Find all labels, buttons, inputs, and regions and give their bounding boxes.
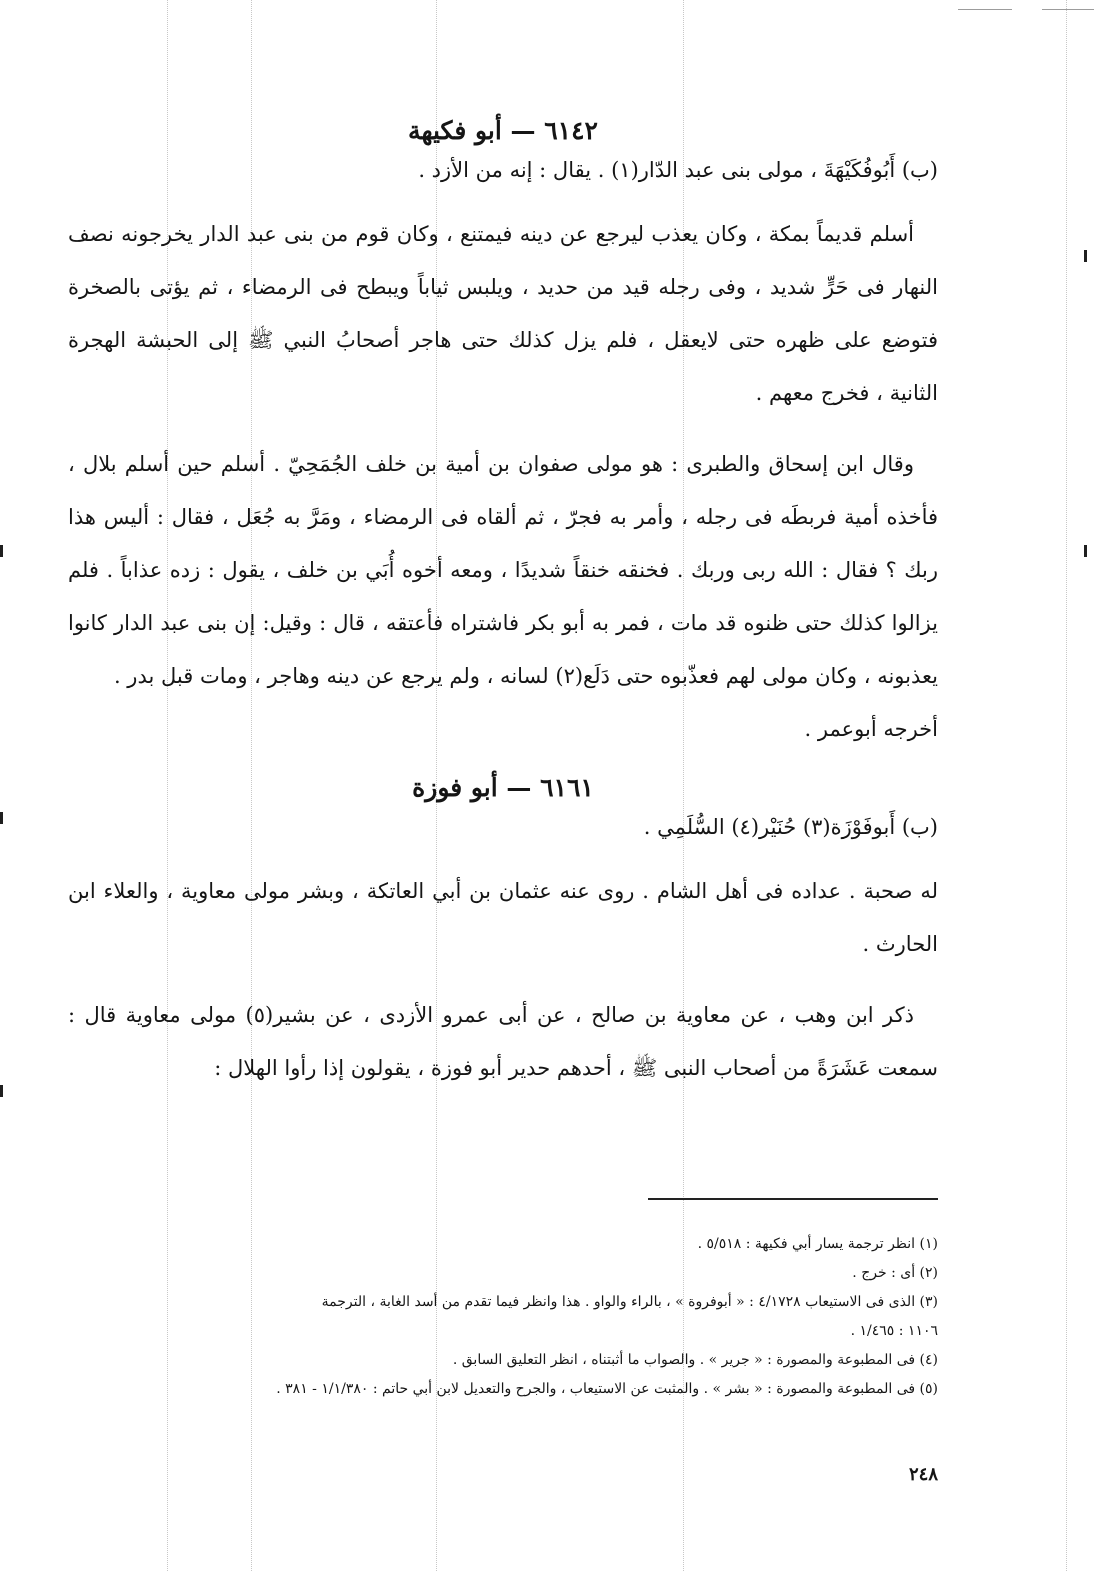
footnote: ١١٠٦ : ١/٤٦٥ . bbox=[850, 1323, 938, 1339]
scan-edge-line bbox=[1042, 9, 1094, 10]
entry-paragraph: وقال ابن إسحاق والطبرى : هو مولى صفوان بن أمية بن خلف الجُمَحِيّ . أسلم حين أسلم بلال ، فأخذه أمية فربطَه فى رجله ، وأمر به فجرّ ، ثم ألقاه فى الرمضاء ، ومَرَّ به جُعَل ، فقال : أليس هذا ربك ؟ فقال : الله ربى وربك . فخنقه خنقاً شديدًا ، ومعه أخوه أُبَي بن خلف ، يقول : زده عذاباً . فلم يزالوا كذلك حتى ظنوه قد مات ، فمر به أبو بكر فاشتراه فأعتقه ، قال : وقيل: إن بنى عبد الدار كانوا يعذبونه ، وكان مولى لهم فعذّبوه حتى دَلَع(٢) لسانه ، ولم يرجع عن دينه وهاجر ، ومات قبل بدر . bbox=[68, 452, 938, 688]
entry-paragraph: أسلم قديماً بمكة ، وكان يعذب ليرجع عن دينه فيمتنع ، وكان قوم من بنى عبد الدار يخرجونه نصف النهار فى حَرٍّ شديد ، وفى رجله قيد من حديد ، ويلبس ثياباً ويبطح فى الرمضاء ، ثم يؤتى بالصخرة فتوضع على ظهره حتى لايعقل ، فلم يزل كذلك حتى هاجر أصحابُ النبي ﷺ إلى الحبشة الهجرة الثانية ، فخرج معهم . bbox=[68, 222, 938, 405]
footnote: (٤) فى المطبوعة والمصورة : « جرير » . والصواب ما أثبتناه ، انظر التعليق السابق . bbox=[452, 1352, 938, 1368]
main-text bbox=[68, 110, 938, 1113]
page-number: ٢٤٨ bbox=[908, 1464, 938, 1485]
footnote: (٢) أى : خرج . bbox=[852, 1265, 938, 1281]
scan-edge-mark bbox=[1084, 250, 1087, 262]
footnote: (٣) الذى فى الاستيعاب ٤/١٧٢٨ : « أبوفروة » ، بالراء والواو . هذا وانظر فيما تقدم من أسد الغابة ، الترجمة bbox=[321, 1294, 938, 1310]
entry-title: ٦١٦١ — أبو فوزة bbox=[412, 773, 594, 802]
scan-edge-mark bbox=[0, 545, 3, 557]
footnote: (١) انظر ترجمة يسار أبي فكيهة : ٥/٥١٨ . bbox=[697, 1236, 938, 1252]
footnote: (٥) فى المطبوعة والمصورة : « بشر » . والمثبت عن الاستيعاب ، والجرح والتعديل لابن أبي حاتم : ١/١/٣٨٠ - ٣٨١ . bbox=[276, 1381, 938, 1397]
entry-attribution: أخرجه أبوعمر . bbox=[804, 717, 938, 741]
entry-abu-fukayha bbox=[68, 110, 938, 747]
footnote-separator bbox=[648, 1198, 938, 1200]
entry-paragraph: ذكر ابن وهب ، عن معاوية بن صالح ، عن أبى عمرو الأزدى ، عن بشير(٥) مولى معاوية قال : سمعت عَشَرَةً من أصحاب النبى ﷺ ، أحدهم حدير أبو فوزة ، يقولون إذا رأوا الهلال : bbox=[68, 1003, 938, 1080]
entry-subtitle: (ب) أَبُوفُكَيْهَةَ ، مولى بنى عبد الدّار(١) . يقال : إنه من الأزد . bbox=[418, 158, 938, 182]
entry-paragraph: له صحبة . عداده فى أهل الشام . روى عنه عثمان بن أبي العاتكة ، وبشر مولى معاوية ، والعلاء ابن الحارث . bbox=[68, 879, 938, 956]
scan-edge-mark bbox=[0, 1085, 3, 1097]
entry-title: ٦١٤٢ — أبو فكيهة bbox=[408, 116, 598, 145]
scan-edge-line bbox=[958, 9, 1012, 10]
entry-subtitle: (ب) أَبوفَوْزَة(٣) حُنَيْر(٤) السُّلَمِي . bbox=[643, 815, 938, 839]
scan-guide-line bbox=[1066, 0, 1067, 1571]
scan-edge-mark bbox=[0, 812, 3, 824]
entry-abu-fawza bbox=[68, 767, 938, 1095]
footnotes bbox=[68, 1230, 938, 1404]
scan-edge-mark bbox=[1084, 545, 1087, 557]
